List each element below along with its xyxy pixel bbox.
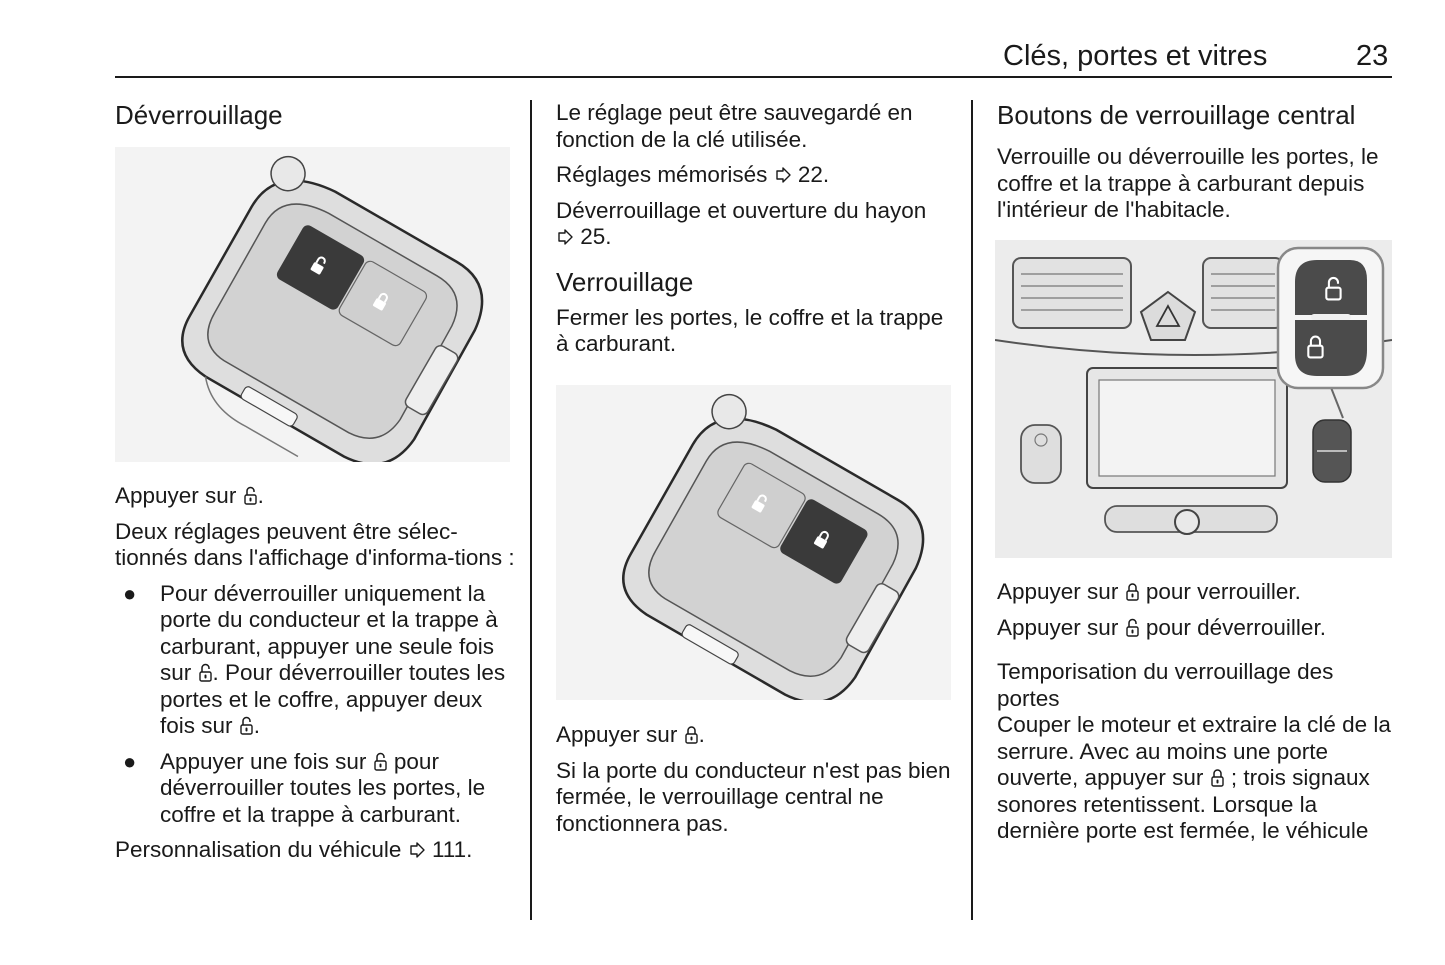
personalisation-reference: Personnalisation du véhicule 111. bbox=[115, 837, 473, 862]
lock-icon bbox=[685, 725, 698, 744]
middle-column-body bbox=[556, 722, 956, 846]
press-lock-instruction: Appuyer sur . bbox=[556, 722, 705, 747]
key-fob-unlock-figure bbox=[115, 147, 510, 462]
key-fob-lock-figure bbox=[556, 385, 951, 700]
memorised-settings-reference: Réglages mémorisés 22. bbox=[556, 162, 830, 187]
reference-link[interactable]: 111. bbox=[431, 837, 473, 862]
cross-reference-arrow-icon bbox=[557, 229, 573, 245]
reference-link[interactable]: 22. bbox=[797, 162, 830, 187]
settings-intro: Deux réglages peuvent être sélec-tionnés dans l'affichage d'informa-tions : bbox=[115, 518, 515, 570]
cross-reference-arrow-icon bbox=[775, 167, 791, 183]
unlock-icon bbox=[240, 716, 253, 735]
unlock-icon bbox=[199, 663, 212, 682]
right-column bbox=[997, 100, 1397, 233]
bullet-dot: ● bbox=[123, 580, 137, 606]
dashboard-central-locking-figure bbox=[995, 240, 1392, 558]
tailgate-reference: Déverrouillage et ouverture du hayon 25. bbox=[556, 197, 927, 249]
press-unlock-button-instruction: Appuyer sur pour déverrouiller. bbox=[997, 614, 1326, 640]
section-heading-locking: Verrouillage bbox=[556, 266, 694, 297]
press-unlock-instruction: Appuyer sur . bbox=[115, 483, 264, 508]
unlock-icon bbox=[1126, 618, 1139, 637]
middle-column bbox=[556, 100, 956, 367]
subheading-lock-delay: Temporisation du verrouillage des portes bbox=[997, 659, 1334, 711]
column-divider-right bbox=[971, 100, 973, 920]
section-heading-central-locking: Boutons de verrouillage central bbox=[997, 100, 1356, 130]
page-header-title: Clés, portes et vitres bbox=[1003, 40, 1268, 72]
central-locking-description: Verrouille ou déverrouille les portes, le coffre et la trappe à carburant depuis l'intérieur de l'habitacle. bbox=[997, 144, 1379, 222]
left-column bbox=[115, 100, 515, 130]
page-number: 23 bbox=[1356, 40, 1389, 72]
driver-door-warning: Si la porte du conducteur n'est pas bien fermée, le verrouillage central ne fonctionnera pas. bbox=[556, 757, 951, 836]
unlock-icon bbox=[244, 486, 257, 505]
reference-link[interactable]: 25. bbox=[580, 224, 612, 249]
header-rule bbox=[115, 76, 1392, 78]
close-doors-paragraph: Fermer les portes, le coffre et la trappe à carburant. bbox=[556, 304, 944, 356]
right-column-body bbox=[997, 579, 1397, 854]
list-item: ● Pour déverrouiller uniquement la porte du conducteur et la trappe à carburant, appuyer une seule fois sur . Pour déverrouiller toutes les portes et le coffre, appuyer deux fois sur . bbox=[123, 580, 506, 738]
cross-reference-arrow-icon bbox=[409, 842, 425, 858]
lock-delay-paragraph: Couper le moteur et extraire la clé de la serrure. Avec au moins une porte ouverte, appuyer sur ; trois signaux sonores retentissent. Lorsque la dernière porte est fermée, le véhicule bbox=[997, 712, 1391, 843]
unlock-icon bbox=[374, 752, 387, 771]
setting-saved-paragraph: Le réglage peut être sauvegardé en fonction de la clé utilisée. bbox=[556, 100, 913, 152]
section-heading-unlocking: Déverrouillage bbox=[115, 100, 283, 130]
press-lock-button-instruction: Appuyer sur pour verrouiller. bbox=[997, 579, 1301, 604]
list-item: ● Appuyer une fois sur pour déverrouiller toutes les portes, le coffre et la trappe à carburant. bbox=[123, 748, 486, 827]
unlock-options-list bbox=[115, 581, 515, 829]
bullet-dot: ● bbox=[123, 748, 137, 774]
lock-icon bbox=[1211, 768, 1224, 787]
left-column-body bbox=[115, 483, 515, 873]
column-divider-left bbox=[530, 100, 532, 920]
lock-icon bbox=[1126, 582, 1139, 601]
